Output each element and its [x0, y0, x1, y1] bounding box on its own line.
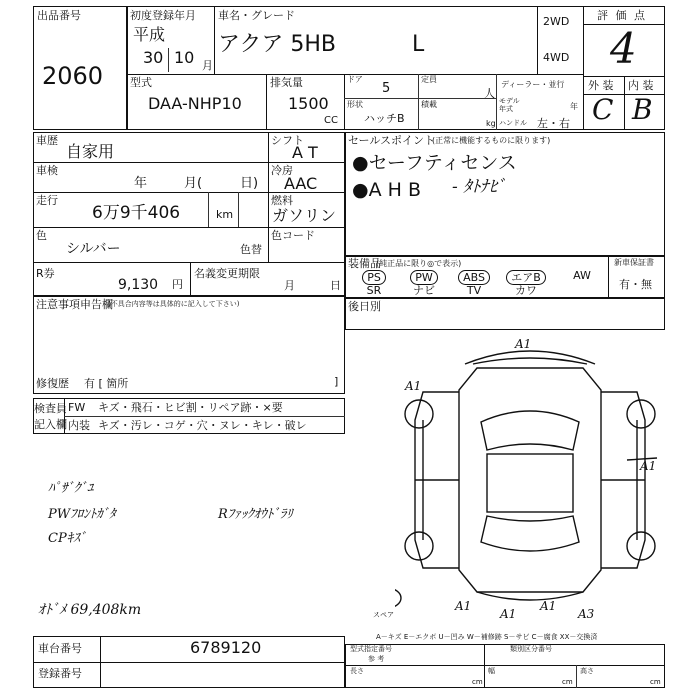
- maintenance-label: 名義変更期限: [194, 267, 260, 280]
- exterior-label: 外 装: [588, 79, 614, 92]
- divider: [208, 192, 209, 227]
- handle-label: ハンドル: [499, 119, 527, 127]
- divider: [268, 132, 269, 262]
- rear-seat-label: 後日別: [348, 300, 381, 313]
- hand-note-2-right: Rﾌｧｯｸｵｳﾄﾞﾗﾘ: [218, 507, 293, 522]
- model-year-label1: モデル: [499, 97, 520, 105]
- notes-label: 注意事項申告欄: [36, 298, 113, 311]
- length-unit: cm: [472, 678, 483, 686]
- divider: [190, 262, 191, 296]
- first-reg-label: 初度登録年月: [130, 9, 196, 22]
- dealer-label: ディーラー・並行: [501, 80, 565, 89]
- car-damage-diagram: [395, 330, 665, 630]
- model-label: 型式: [130, 76, 152, 89]
- divider: [33, 662, 345, 663]
- new-warranty-value: 有・無: [619, 278, 652, 291]
- type-ref: 参 考: [368, 655, 385, 663]
- handle-value: 左・右: [537, 117, 570, 130]
- inspector-row2-head: 内装: [68, 419, 90, 432]
- equipment-item-top: PW: [402, 270, 446, 285]
- repair-value: 有 [ 箇所: [84, 377, 129, 390]
- inspection-month: 月(: [184, 176, 203, 191]
- divider: [168, 48, 169, 72]
- mileage-value: 6万9千406: [92, 203, 181, 223]
- equipment-item-top: ABS: [452, 270, 496, 285]
- divider: [214, 6, 215, 74]
- chassis-label: 車台番号: [38, 642, 82, 655]
- equipment-note: (純正品に限り◎で表示): [376, 259, 462, 268]
- width-unit: cm: [562, 678, 573, 686]
- notes-sub: (不具合内容等は具体的に記入して下さい): [108, 300, 240, 308]
- ac-value: AAC: [284, 174, 318, 193]
- divider: [266, 74, 267, 130]
- score-value: 4: [610, 24, 637, 73]
- sales-points-label: セールスポイント: [348, 134, 436, 147]
- spec-footer-box: [345, 644, 665, 688]
- inspector-row2: キズ・汚レ・コゲ・穴・ヌレ・キレ・破レ: [98, 419, 307, 432]
- inspector-label-2: 記入欄: [34, 418, 67, 431]
- mark-bottom-3: A1: [540, 599, 557, 613]
- rear-seat-box: [345, 298, 665, 330]
- color-repaint-label: 色替: [240, 243, 262, 256]
- interior-value: B: [632, 93, 653, 126]
- divider: [537, 6, 538, 74]
- equipment-item-top: PS: [352, 270, 396, 285]
- inspection-year: 年: [134, 176, 148, 191]
- hand-note-2: PWﾌﾛﾝﾄｶﾞﾀ: [48, 507, 116, 522]
- divider: [608, 256, 609, 298]
- chassis-value: 6789120: [190, 638, 262, 657]
- mileage-unit: km: [216, 208, 234, 221]
- registration-label: 登録番号: [38, 667, 82, 680]
- equipment-item-bottom: SR: [366, 284, 382, 297]
- equipment-label: 装備品: [348, 257, 381, 270]
- divider: [344, 74, 345, 130]
- mark-bottom-2: A1: [500, 607, 517, 621]
- mark-left-top: A1: [405, 379, 422, 393]
- mark-bottom-1: A1: [455, 599, 472, 613]
- first-reg-month-unit: 月: [202, 59, 213, 72]
- equipment-item-bottom: TV: [466, 284, 482, 297]
- doors-label: ドア: [347, 75, 363, 84]
- maintenance-month: 月: [284, 279, 295, 292]
- divider: [496, 74, 497, 130]
- new-warranty-label: 新車保証書: [614, 258, 654, 267]
- lot-number: 2060: [42, 62, 104, 90]
- score-label: 評 価 点: [597, 9, 647, 22]
- capacity-unit: 人: [484, 87, 495, 100]
- inspection-day: 日): [240, 176, 259, 191]
- divider: [33, 162, 345, 163]
- exterior-value: C: [592, 93, 614, 126]
- divider: [624, 76, 625, 130]
- body-outline: [459, 368, 601, 592]
- mark-bottom-4: A3: [578, 607, 595, 621]
- first-reg-year: 30: [143, 48, 164, 67]
- sales-points-note: (正常に機能するものに限ります): [432, 136, 551, 145]
- history-value: 自家用: [66, 142, 115, 161]
- inspection-label: 車検: [36, 164, 58, 177]
- model-value: DAA-NHP10: [148, 94, 242, 113]
- hand-odometer: ｵﾄﾞﾒ 69,408km: [38, 602, 142, 618]
- divider: [344, 98, 496, 99]
- inspector-row1-head: FW: [68, 401, 86, 414]
- equipment-item-top: エアB: [504, 270, 548, 285]
- car-grade-value: L: [412, 32, 425, 57]
- displacement-unit: CC: [324, 115, 338, 126]
- color-value: シルバー: [66, 241, 121, 257]
- first-reg-era: 平成: [133, 25, 166, 44]
- mark-top: A1: [515, 337, 532, 351]
- fuel-value: ガソリン: [272, 206, 337, 225]
- hand-note-3: CPｷｽﾞ: [48, 531, 87, 546]
- divider: [418, 74, 419, 130]
- recycle-label: R券: [36, 267, 55, 280]
- type-label: 型式指定番号: [350, 645, 392, 653]
- shift-label: シフト: [271, 134, 304, 147]
- car-name-value: アクア 5HB: [218, 32, 336, 57]
- displacement-value: 1500: [288, 94, 329, 113]
- shape-value: ハッチB: [364, 112, 405, 125]
- load-unit: kg: [486, 119, 496, 128]
- recycle-unit: 円: [172, 278, 183, 291]
- divider: [33, 262, 345, 263]
- length-label: 長さ: [350, 667, 364, 675]
- model-year-unit: 年: [570, 102, 578, 111]
- shift-value: A T: [292, 143, 318, 162]
- damage-legend: A－キズ E－エクボ U－凹み W－補修跡 S－サビ C－腐食 XX－交換済: [376, 633, 598, 641]
- color-label: 色: [36, 229, 47, 242]
- sales-point-2: ●A H B: [352, 179, 421, 201]
- equipment-item-bottom: ナビ: [413, 284, 435, 297]
- capacity-label: 定員: [421, 75, 437, 84]
- ac-label: 冷房: [271, 164, 293, 177]
- recycle-value: 9,130: [118, 277, 159, 293]
- first-reg-month: 10: [174, 48, 195, 67]
- divider: [33, 227, 345, 228]
- divider: [64, 416, 345, 417]
- width-label: 幅: [488, 667, 495, 675]
- class-label: 類別区分番号: [510, 645, 552, 653]
- interior-label: 内 装: [628, 79, 654, 92]
- mark-right: A1: [640, 459, 657, 473]
- divider: [238, 192, 239, 227]
- doors-value: 5: [382, 81, 391, 96]
- repair-label: 修復歴: [36, 377, 69, 390]
- shape-label: 形状: [347, 100, 363, 109]
- inspector-label-1: 検査員: [34, 402, 67, 415]
- equipment-item-bottom: カワ: [515, 284, 537, 297]
- sales-point-2-hand: - ﾀﾄﾅﾋﾞ: [452, 177, 506, 197]
- history-label: 車歴: [36, 134, 58, 147]
- repair-close: ]: [334, 375, 339, 388]
- spare-label: スペア: [373, 611, 394, 619]
- divider: [484, 644, 485, 688]
- drive-2wd: 2WD: [543, 15, 570, 28]
- rear-window: [481, 516, 579, 551]
- maintenance-day: 日: [330, 279, 341, 292]
- sales-point-1: ●セーフティセンス: [352, 152, 517, 174]
- height-label: 高さ: [580, 667, 594, 675]
- height-unit: cm: [650, 678, 661, 686]
- drive-4wd: 4WD: [543, 51, 570, 64]
- color-code-label: 色コード: [271, 229, 315, 242]
- model-year-label2: 年式: [499, 105, 513, 113]
- divider: [576, 665, 577, 688]
- divider: [345, 665, 665, 666]
- equipment-item-top: AW: [573, 269, 591, 282]
- mileage-label: 走行: [36, 194, 58, 207]
- lot-label: 出品番号: [37, 9, 81, 22]
- car-name-label: 車名・グレード: [218, 9, 295, 22]
- load-label: 積載: [421, 100, 437, 109]
- fuel-label: 燃料: [271, 194, 293, 207]
- hand-note-1: ﾊﾟｻﾞｸﾞﾕ: [48, 481, 94, 496]
- windshield: [481, 411, 579, 450]
- displacement-label: 排気量: [270, 76, 303, 89]
- inspector-row1: キズ・飛石・ヒビ割・リペア跡・×要: [98, 401, 283, 414]
